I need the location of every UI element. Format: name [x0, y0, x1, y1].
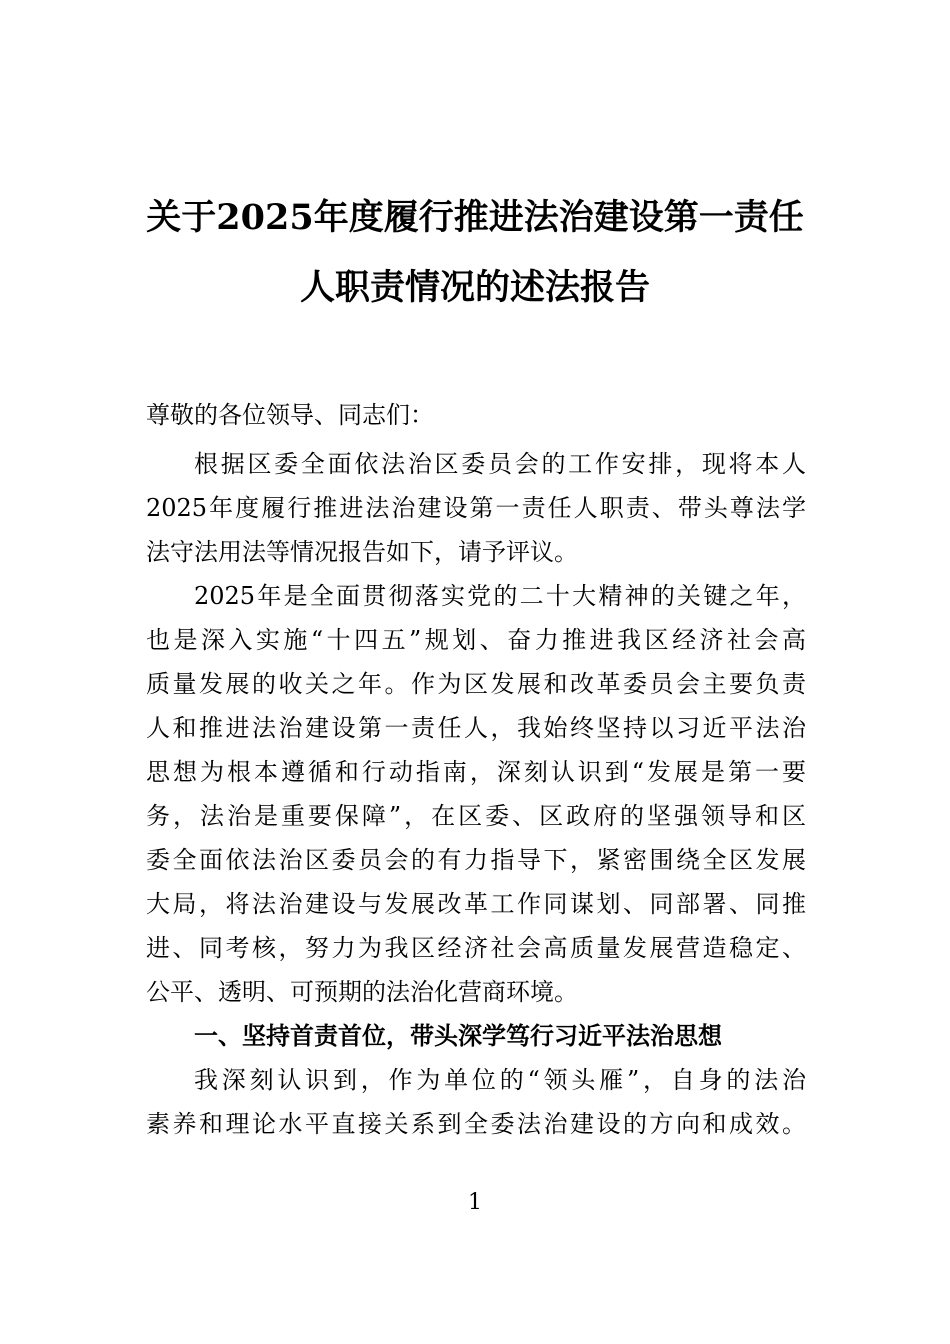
paragraph-line: 务，法治是重要保障”，在区委、区政府的坚强领导和区	[146, 802, 806, 830]
paragraph-line: 根据区委全面依法治区委员会的工作安排，现将本人	[194, 450, 806, 478]
paragraph-line: 质量发展的收关之年。作为区发展和改革委员会主要负责	[146, 670, 806, 698]
paragraph-line: 2025年度履行推进法治建设第一责任人职责、带头尊法学	[146, 494, 806, 522]
paragraph-line: 法守法用法等情况报告如下，请予评议。	[146, 538, 578, 566]
document-title-line-2: 人职责情况的述法报告	[299, 267, 650, 308]
paragraph-line: 素养和理论水平直接关系到全委法治建设的方向和成效。	[146, 1110, 806, 1138]
page-number: 1	[468, 1190, 482, 1215]
section-heading: 一、坚持首责首位，带头深学笃行习近平法治思想	[194, 1022, 722, 1050]
paragraph-line: 大局，将法治建设与发展改革工作同谋划、同部署、同推	[146, 890, 806, 918]
paragraph-line: 委全面依法治区委员会的有力指导下，紧密围绕全区发展	[146, 846, 806, 874]
document-title-line-1: 关于2025年度履行推进法治建设第一责任	[146, 197, 804, 238]
paragraph-line: 也是深入实施“十四五”规划、奋力推进我区经济社会高	[146, 626, 806, 654]
paragraph-line: 思想为根本遵循和行动指南，深刻认识到“发展是第一要	[146, 758, 806, 786]
paragraph-line: 2025年是全面贯彻落实党的二十大精神的关键之年，	[194, 582, 806, 610]
paragraph-line: 进、同考核，努力为我区经济社会高质量发展营造稳定、	[146, 934, 806, 962]
paragraph-line: 公平、透明、可预期的法治化营商环境。	[146, 978, 578, 1006]
paragraph-line: 人和推进法治建设第一责任人，我始终坚持以习近平法治	[146, 714, 806, 742]
salutation: 尊敬的各位领导、同志们：	[146, 401, 434, 429]
paragraph-line: 我深刻认识到，作为单位的“领头雁”，自身的法治	[194, 1066, 806, 1094]
